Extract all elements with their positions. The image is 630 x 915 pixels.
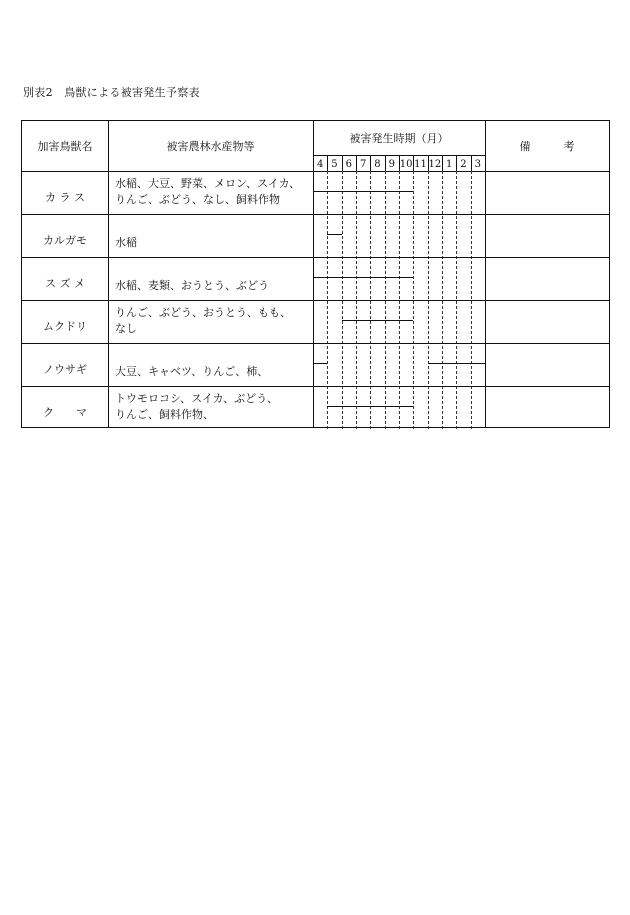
month-label-4: 4 [316,159,324,170]
crops-line-2: 水稲、麦類、おうとう、ぶどう [115,279,269,292]
month-label-divider [413,156,414,171]
table-caption: 別表2 鳥獣による被害発生予察表 [23,86,200,99]
animal-name: ノウサギ [43,363,87,376]
damage-period-bar [313,277,413,278]
crops-line-2: りんご、飼料作物、 [115,408,214,421]
header-period: 被害発生時期（月） [349,132,449,145]
month-label-6: 6 [345,159,352,170]
crops-line-2: なし [115,322,137,335]
month-label-10: 10 [399,159,413,170]
animal-name: カルガモ [43,234,87,247]
animal-name: ス ズ メ [45,277,85,290]
crops-line-1: トウモロコシ、スイカ、ぶどう、 [115,392,279,405]
row-divider [22,343,609,344]
damage-period-bar [428,363,485,364]
month-label-divider [399,156,400,171]
month-label-divider [342,156,343,171]
damage-period-bar [313,363,327,364]
animal-name: カ ラ ス [45,191,85,204]
month-label-2: 2 [460,159,467,170]
crops-line-1: 水稲、大豆、野菜、メロン、スイカ、 [115,177,301,190]
animal-name: ムクドリ [43,320,87,333]
column-divider [108,121,109,427]
row-divider [22,214,609,215]
crops-line-1: りんご、ぶどう、おうとう、もも、 [115,306,291,319]
month-label-3: 3 [474,159,481,170]
animal-name: ク マ [43,406,87,419]
month-label-divider [428,156,429,171]
header-crops: 被害農林水産物等 [166,140,255,153]
month-label-7: 7 [359,159,367,170]
header-animal: 加害鳥獣名 [37,140,93,153]
damage-forecast-table [21,120,610,428]
month-label-8: 8 [374,159,381,170]
month-label-divider [327,156,328,171]
damage-period-bar [342,320,414,321]
crops-line-2: りんご、ぶどう、なし、飼料作物 [115,193,280,206]
damage-period-bar [327,406,413,407]
month-label-9: 9 [388,159,395,170]
crops-line-2: 水稲 [115,236,137,249]
damage-period-bar [313,191,413,192]
month-label-divider [442,156,443,171]
month-label-12: 12 [428,159,442,170]
column-divider [485,121,486,427]
month-label-divider [356,156,357,171]
month-label-divider [456,156,457,171]
row-divider [22,300,609,301]
month-label-11: 11 [414,159,427,170]
damage-period-bar [327,234,341,235]
month-label-divider [385,156,386,171]
row-divider [22,257,609,258]
month-label-divider [471,156,472,171]
header-remarks: 備 考 [519,140,575,153]
month-label-divider [370,156,371,171]
month-label-5: 5 [331,159,338,170]
row-divider [22,386,609,387]
crops-line-2: 大豆、キャベツ、りんご、柿、 [115,365,269,378]
month-label-1: 1 [445,159,453,170]
